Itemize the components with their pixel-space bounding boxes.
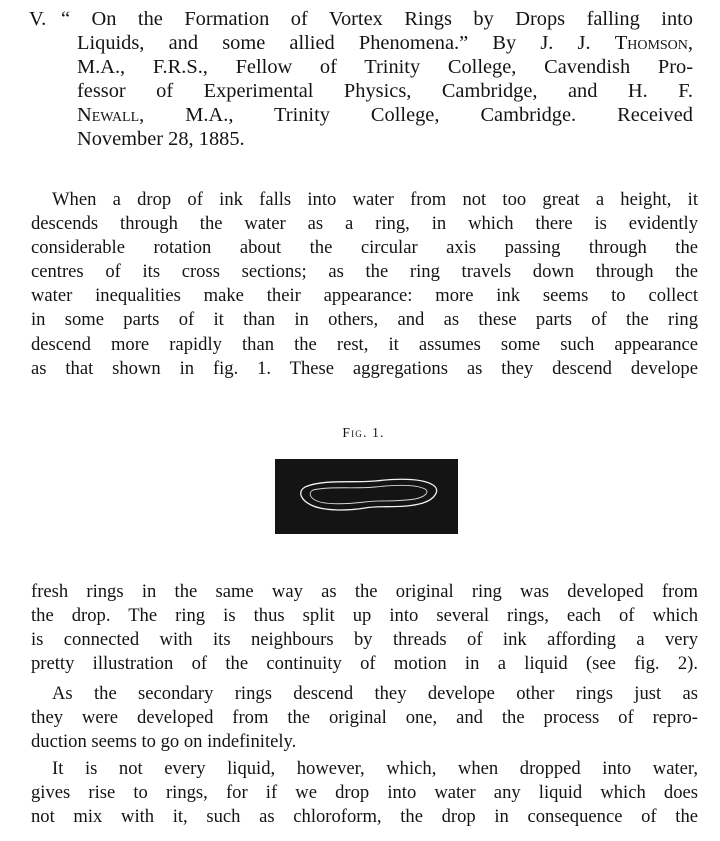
heading-line: fessor of Experimental Physics, Cambridge, and H. F. <box>77 80 693 102</box>
paragraph-1 <box>31 188 698 381</box>
author-surname: Thomson, <box>614 32 693 54</box>
heading-line: “ On the Formation of Vortex Rings by Drops falling into <box>61 8 693 30</box>
text-line: It is not every liquid, however, which, when dropped into water, <box>52 758 698 779</box>
text-line: As the secondary rings descend they develope other rings just as <box>52 683 698 704</box>
text-line: descend more rapidly than the rest, it assumes some such appearance <box>31 333 698 355</box>
heading-line: M.A., F.R.S., Fellow of Trinity College, Cavendish Pro- <box>77 56 693 78</box>
text-line: not mix with it, such as chloroform, the drop in consequence of the <box>31 806 698 828</box>
text-line: pretty illustration of the continuity of motion in a liquid (see fig. 2). <box>31 653 698 675</box>
figure-caption: Fig. 1. <box>342 425 385 440</box>
text-line: is connected with its neighbours by threads of ink affording a very <box>31 629 698 651</box>
heading-line: Liquids, and some allied Phenomena.” By J. J. Thomson, <box>77 32 693 54</box>
text-line: centres of its cross sections; as the ring travels down through the <box>31 261 698 283</box>
paragraph-4 <box>31 757 698 829</box>
text-line: they were developed from the original one, and the process of repro- <box>31 707 698 729</box>
text-line: descends through the water as a ring, in which there is evidently <box>31 213 698 235</box>
vortex-ring-figure <box>275 459 458 534</box>
text-line: duction seems to go on indefinitely. <box>31 731 297 753</box>
text-line: water inequalities make their appearance: more ink seems to collect <box>31 285 698 307</box>
text-line: considerable rotation about the circular axis passing through the <box>31 237 698 259</box>
text-line: in some parts of it than in others, and as these parts of the ring <box>31 309 698 331</box>
paragraph-2 <box>31 580 698 676</box>
author-surname: Newall, <box>77 104 145 126</box>
article-number: V. <box>29 8 47 30</box>
text-line: the drop. The ring is thus split up into several rings, each of which <box>31 605 698 627</box>
heading-line: Newall, M.A., Trinity College, Cambridge. Received <box>77 104 693 126</box>
figure-background <box>275 459 458 534</box>
text-line: fresh rings in the same way as the original ring was developed from <box>31 581 698 602</box>
paragraph-3 <box>31 682 698 754</box>
text-line: When a drop of ink falls into water from not too great a height, it <box>52 189 698 210</box>
text-line: gives rise to rings, for if we drop into water any liquid which does <box>31 782 698 804</box>
heading-line: November 28, 1885. <box>77 128 245 150</box>
text-line: as that shown in fig. 1. These aggregations as they descend develope <box>31 357 698 379</box>
